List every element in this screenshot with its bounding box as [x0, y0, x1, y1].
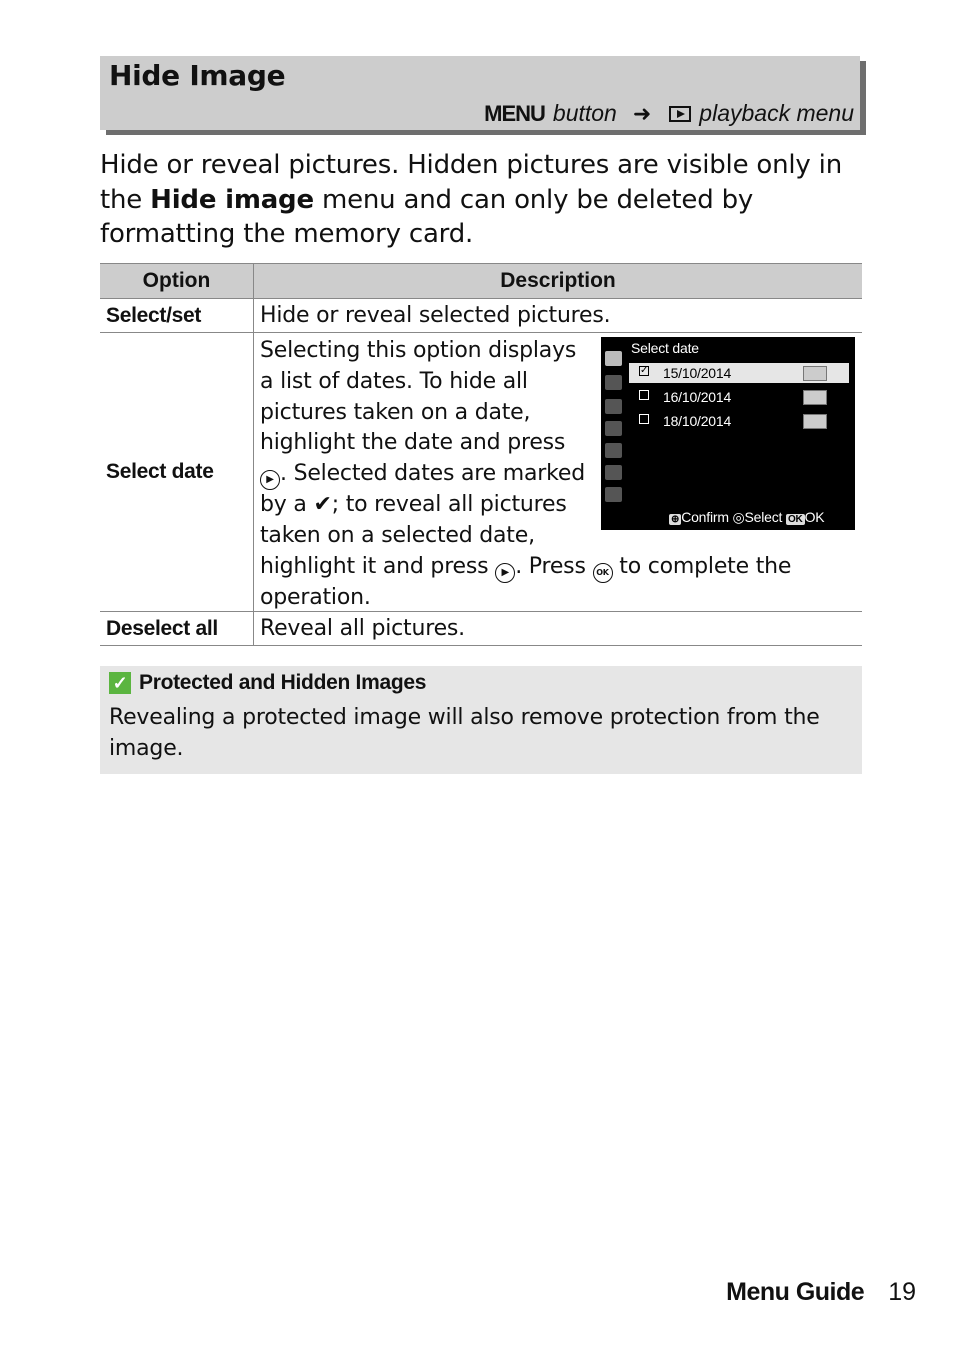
zoom-key-icon: ⊕	[671, 514, 680, 525]
multi-selector-right-icon: ▶	[495, 563, 515, 583]
desc-line: by a	[260, 492, 314, 518]
check-icon: ✓	[109, 672, 131, 694]
option-cell: Select date	[100, 333, 254, 612]
thumbnail-icon	[803, 390, 827, 405]
section-name: Menu Guide	[726, 1278, 865, 1306]
menu-tabs	[601, 337, 626, 530]
intro-text-1: Hide or reveal pictures. Hidden pictures are visible only in the	[100, 150, 842, 215]
menu-key-label: MENU	[484, 100, 545, 126]
desc-line: Selecting this option displays	[260, 338, 577, 363]
wrench-tab-icon	[605, 443, 622, 458]
unchecked-box-icon	[639, 414, 649, 424]
desc-line: to complete the	[612, 553, 792, 579]
desc-line: taken on a selected date,	[260, 522, 535, 548]
thumbnail-icon	[803, 414, 827, 429]
table-row	[100, 299, 862, 333]
page-header	[100, 56, 860, 130]
menu-name: playback menu	[699, 100, 854, 126]
desc-line: highlight the date and press	[260, 430, 566, 456]
intro-paragraph	[100, 148, 870, 252]
desc-line: . Selected dates are marked	[280, 461, 585, 487]
camera-tab-icon	[605, 375, 622, 390]
pencil-tab-icon	[605, 421, 622, 436]
intro-text-2: menu and can only be deleted by formatting the memory card.	[100, 184, 754, 249]
unchecked-box-icon	[639, 390, 649, 400]
column-header-option: Option	[100, 264, 254, 299]
arrow-icon: ➜	[632, 100, 652, 126]
column-header-description: Description	[254, 264, 863, 299]
intro-bold: Hide image	[150, 184, 314, 215]
page-number: 19	[888, 1278, 916, 1306]
screen-footer	[669, 509, 824, 526]
option-cell: Select/set	[100, 299, 254, 333]
playback-icon	[669, 106, 691, 122]
checked-box-icon: ✓	[640, 365, 649, 376]
desc-line: ; to reveal all pictures	[331, 492, 567, 518]
note-title-row	[109, 671, 426, 695]
ok-key-icon: OK	[787, 514, 803, 525]
description-cell: Hide or reveal selected pictures.	[254, 299, 863, 333]
page-title: Hide Image	[109, 59, 286, 92]
desc-line: pictures taken on a date,	[260, 399, 531, 425]
table-row	[100, 612, 862, 646]
selector-icon: ◎	[732, 509, 745, 525]
note-box	[100, 666, 862, 774]
page-footer	[726, 1278, 916, 1307]
desc-line: . Press	[515, 553, 593, 579]
ok-button-icon: OK	[593, 563, 613, 583]
checkmark-icon: ✔	[313, 492, 332, 518]
options-table	[100, 263, 862, 646]
button-word: button	[552, 100, 617, 126]
date-label: 16/10/2014	[663, 389, 732, 405]
menu-path	[484, 100, 854, 127]
retouch-tab-icon	[605, 465, 622, 480]
note-title: Protected and Hidden Images	[139, 671, 427, 694]
desc-line: highlight it and press	[260, 553, 496, 579]
footer-ok: OK	[804, 509, 825, 525]
playback-tab-icon	[605, 351, 622, 366]
option-cell: Deselect all	[100, 612, 254, 646]
note-body: Revealing a protected image will also remove protection from the image.	[109, 705, 820, 761]
table-header-row	[100, 264, 862, 299]
date-row	[629, 387, 849, 407]
recent-tab-icon	[605, 487, 622, 502]
date-label: 18/10/2014	[663, 413, 732, 429]
description-cell: Reveal all pictures.	[254, 612, 863, 646]
multi-selector-right-icon: ▶	[260, 470, 280, 490]
date-label: 15/10/2014	[663, 365, 732, 381]
camera-screen	[601, 337, 855, 530]
desc-line: operation.	[260, 584, 371, 610]
date-row	[629, 363, 849, 383]
description-cell	[254, 333, 863, 612]
footer-confirm: Confirm	[681, 509, 729, 525]
table-row	[100, 333, 862, 612]
desc-line: a list of dates. To hide all	[260, 368, 528, 394]
thumbnail-icon	[803, 366, 827, 381]
movie-tab-icon	[605, 399, 622, 414]
date-row	[629, 411, 849, 431]
footer-select: Select	[744, 509, 783, 525]
screen-title: Select date	[631, 340, 699, 356]
